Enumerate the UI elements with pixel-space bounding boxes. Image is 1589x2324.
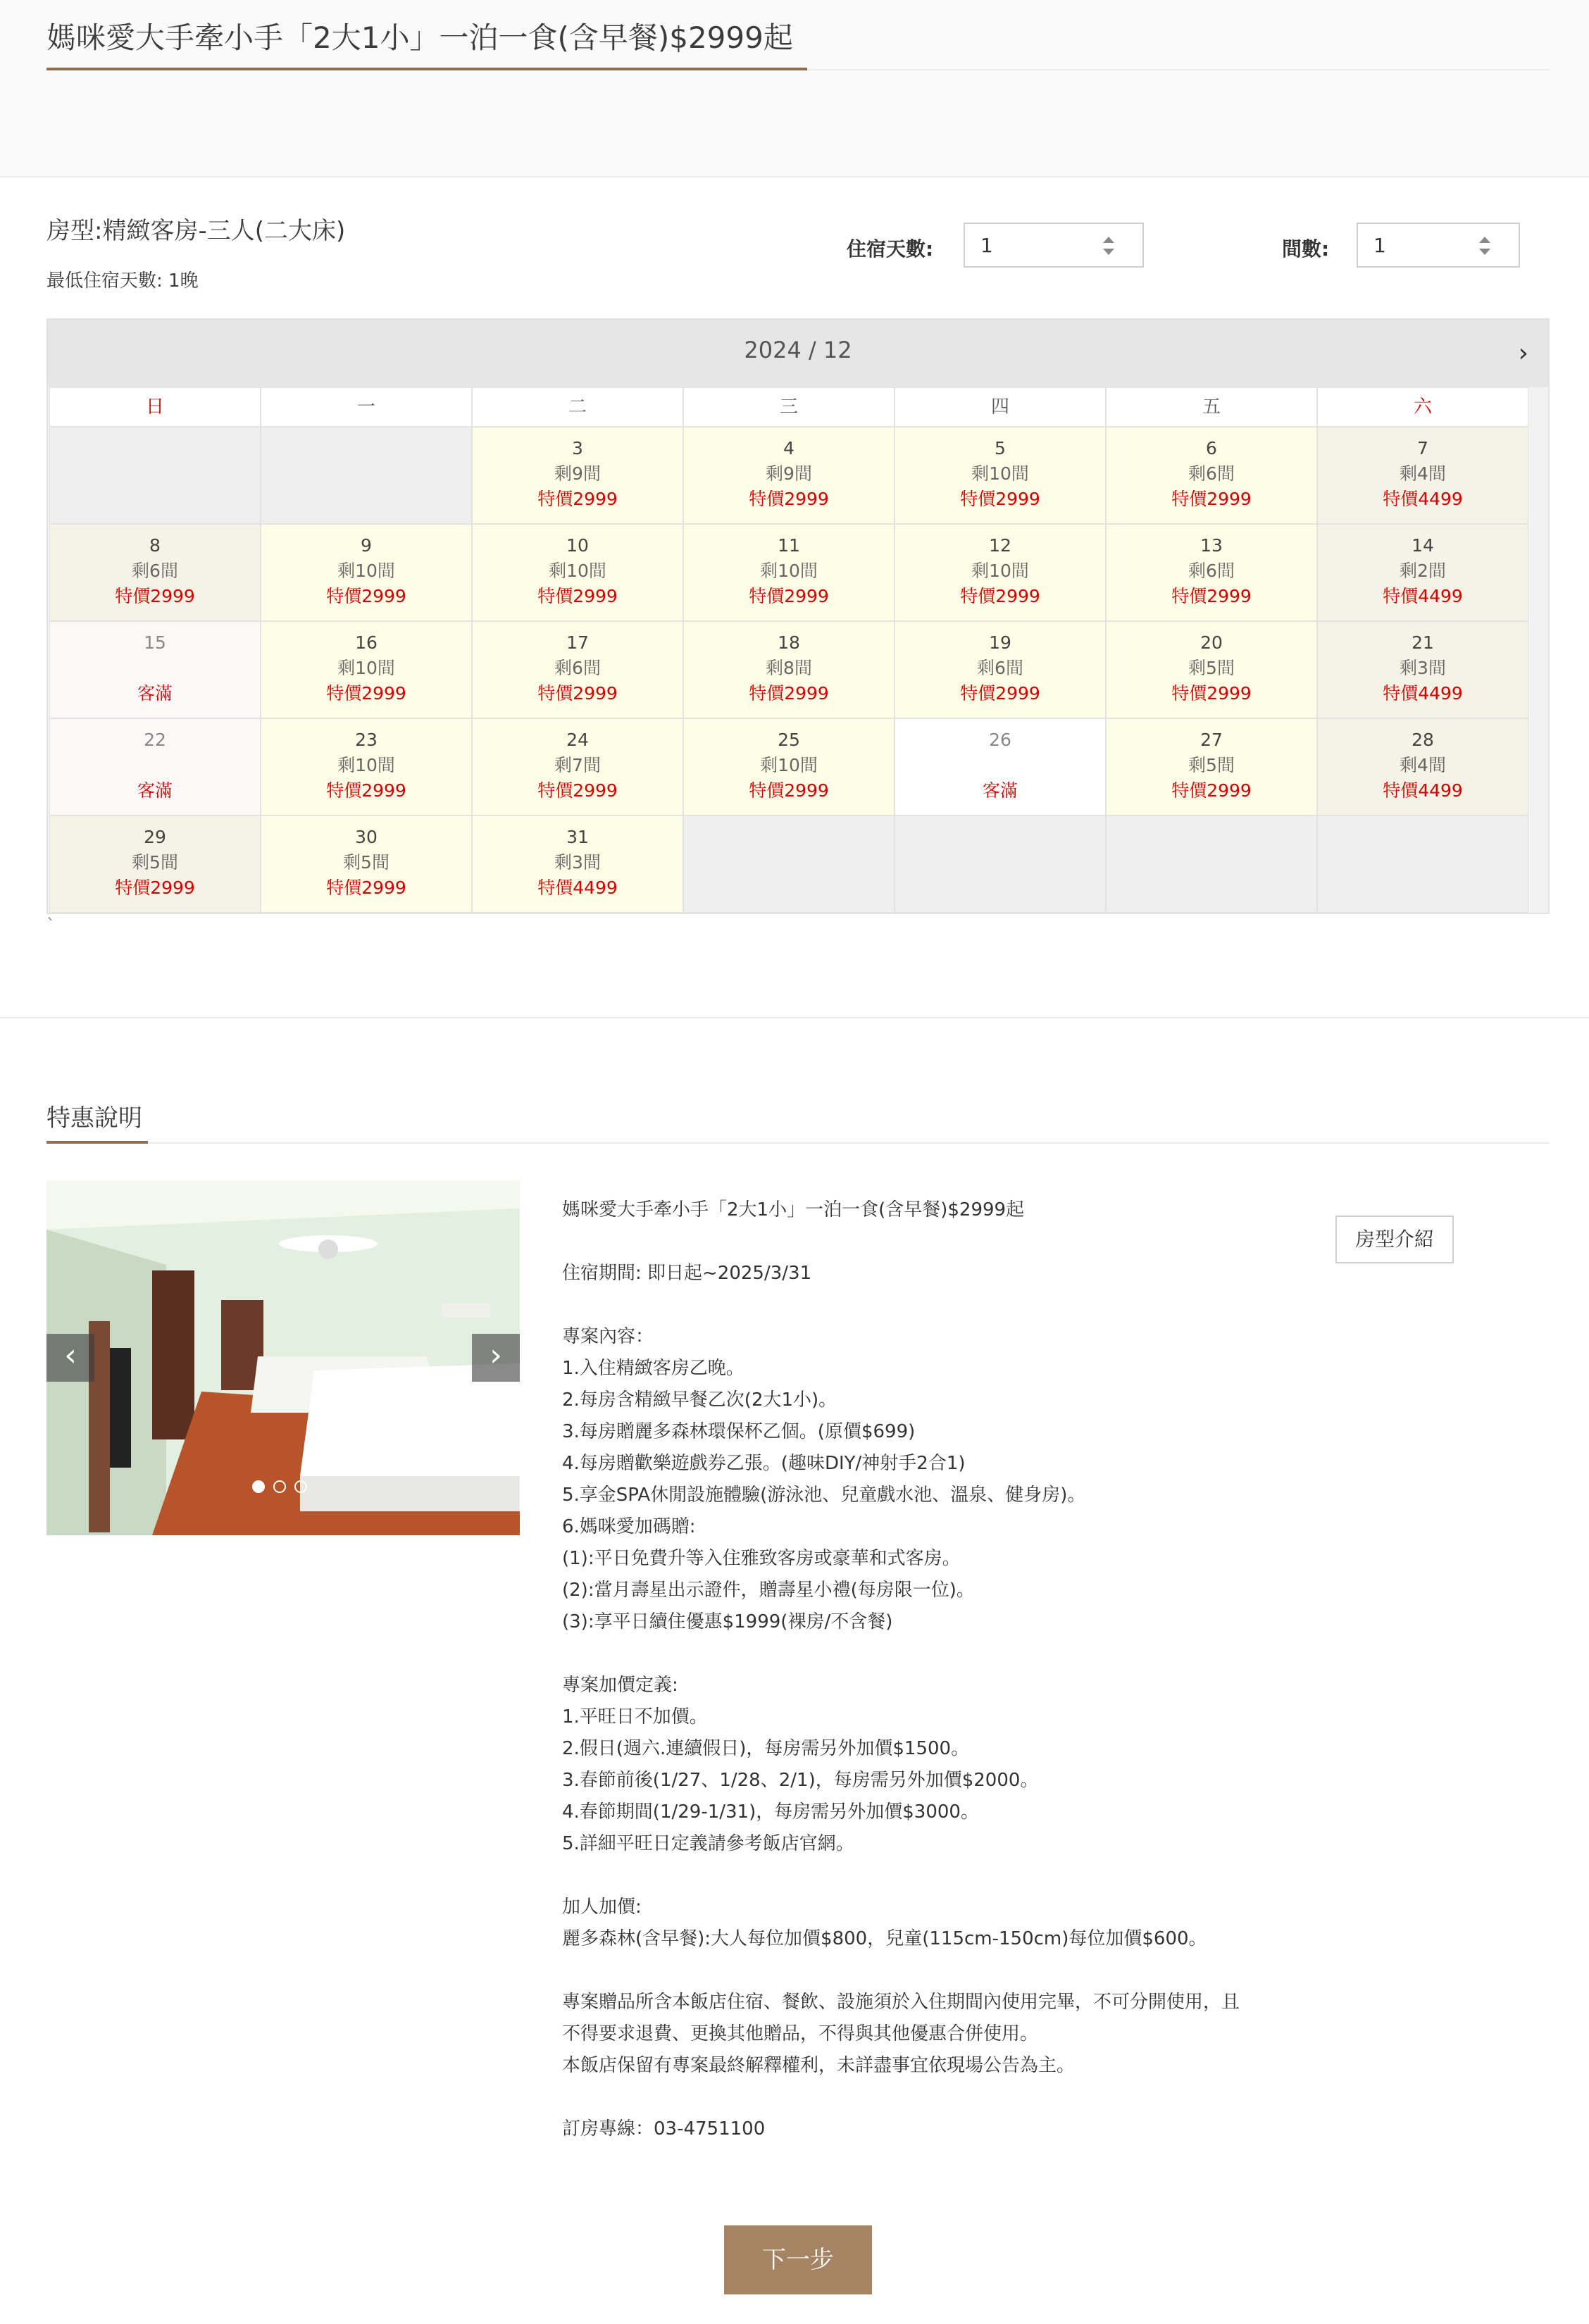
room-type-label: 房型:精緻客房-三人(二大床) xyxy=(46,217,346,245)
calendar-day-cell[interactable] xyxy=(1106,427,1317,524)
day-number: 10 xyxy=(566,535,589,556)
calendar-day-cell[interactable] xyxy=(261,718,472,816)
rooms-left: 剩7間 xyxy=(554,755,601,775)
rooms-left: 剩5間 xyxy=(1188,658,1235,678)
day-number: 24 xyxy=(566,730,589,750)
day-number: 28 xyxy=(1412,730,1434,750)
min-stay-label: 最低住宿天數: 1晚 xyxy=(46,270,199,292)
promo-heading: 特惠說明 xyxy=(46,1104,142,1132)
calendar-day-cell[interactable] xyxy=(49,524,261,621)
day-number: 20 xyxy=(1200,632,1223,653)
calendar-day-cell[interactable] xyxy=(472,816,683,913)
room-intro-button[interactable]: 房型介紹 xyxy=(1335,1216,1454,1263)
special-price: 特價4499 xyxy=(1383,489,1463,509)
rooms-left: 剩8間 xyxy=(766,658,812,678)
weekday-header: 三 xyxy=(683,387,895,427)
title-rule xyxy=(807,69,1550,70)
special-price: 特價2999 xyxy=(115,586,195,606)
special-price: 特價2999 xyxy=(326,586,406,606)
special-price: 特價2999 xyxy=(537,586,618,606)
weekday-header: 五 xyxy=(1106,387,1317,427)
day-number: 7 xyxy=(1417,438,1428,458)
rooms-left: 剩5間 xyxy=(343,852,390,873)
day-number: 29 xyxy=(144,827,166,847)
rooms-left: 剩10間 xyxy=(337,658,395,678)
day-number: 26 xyxy=(989,730,1011,750)
calendar-empty-cell xyxy=(49,427,261,524)
calendar-day-cell[interactable] xyxy=(683,718,895,816)
special-price: 特價2999 xyxy=(960,683,1040,704)
rooms-left: 剩10間 xyxy=(760,561,818,581)
calendar-day-cell[interactable] xyxy=(472,427,683,524)
day-number: 27 xyxy=(1200,730,1223,750)
next-step-button[interactable]: 下一步 xyxy=(724,2225,872,2294)
sold-out-label: 客滿 xyxy=(137,780,173,801)
special-price: 特價2999 xyxy=(749,586,829,606)
promo-underline xyxy=(46,1141,148,1144)
day-number: 13 xyxy=(1200,535,1223,556)
calendar-day-cell[interactable] xyxy=(1317,718,1528,816)
rooms-left xyxy=(895,753,1105,778)
calendar-day-cell[interactable] xyxy=(683,427,895,524)
page-title: 媽咪愛大手牽小手「2大1小」一泊一食(含早餐)$2999起 xyxy=(46,20,793,55)
day-number: 18 xyxy=(778,632,800,653)
rooms-left: 剩6間 xyxy=(132,561,178,581)
day-number: 23 xyxy=(355,730,378,750)
rooms-value: 1 xyxy=(1373,234,1386,257)
calendar-day-cell[interactable] xyxy=(261,524,472,621)
calendar-empty-cell xyxy=(1317,816,1528,913)
carousel-dot-2[interactable] xyxy=(273,1480,286,1493)
special-price: 特價2999 xyxy=(1171,586,1252,606)
section-divider xyxy=(0,1017,1589,1018)
weekday-header: 一 xyxy=(261,387,472,427)
day-number: 4 xyxy=(783,438,794,458)
special-price: 特價2999 xyxy=(749,780,829,801)
weekday-header: 二 xyxy=(472,387,683,427)
rooms-left: 剩10間 xyxy=(760,755,818,775)
calendar-day-cell[interactable] xyxy=(895,524,1106,621)
day-number: 14 xyxy=(1412,535,1434,556)
calendar-day-cell[interactable] xyxy=(1106,621,1317,718)
stay-days-value: 1 xyxy=(980,234,993,257)
stepper-arrows-icon[interactable] xyxy=(1479,237,1490,255)
rooms-label: 間數: xyxy=(1282,237,1330,261)
day-number: 15 xyxy=(144,632,166,653)
day-number: 22 xyxy=(144,730,166,750)
special-price: 特價2999 xyxy=(960,586,1040,606)
special-price: 特價2999 xyxy=(326,780,406,801)
rooms-left: 剩10間 xyxy=(337,561,395,581)
rooms-left xyxy=(50,656,260,681)
calendar-grid xyxy=(49,387,1528,913)
rooms-left: 剩9間 xyxy=(554,463,601,484)
rooms-left: 剩2間 xyxy=(1400,561,1446,581)
calendar-header xyxy=(48,320,1548,387)
rooms-left: 剩6間 xyxy=(554,658,601,678)
day-number: 12 xyxy=(989,535,1011,556)
day-number: 19 xyxy=(989,632,1011,653)
day-number: 5 xyxy=(995,438,1006,458)
calendar-empty-cell xyxy=(261,427,472,524)
next-month-chevron-icon[interactable]: › xyxy=(1518,339,1528,368)
rooms-left: 剩10間 xyxy=(549,561,606,581)
day-number: 6 xyxy=(1206,438,1217,458)
stepper-arrows-icon[interactable] xyxy=(1103,237,1114,255)
calendar-empty-cell xyxy=(1106,816,1317,913)
special-price: 特價2999 xyxy=(749,683,829,704)
calendar-day-cell[interactable] xyxy=(1317,524,1528,621)
title-underline xyxy=(46,68,807,70)
rooms-left: 剩6間 xyxy=(1188,463,1235,484)
day-number: 31 xyxy=(566,827,589,847)
stay-days-label: 住宿天數: xyxy=(847,237,934,261)
calendar-day-cell[interactable] xyxy=(895,718,1106,816)
special-price: 特價2999 xyxy=(537,683,618,704)
rooms-left: 剩4間 xyxy=(1400,755,1446,775)
special-price: 特價2999 xyxy=(326,683,406,704)
special-price: 特價2999 xyxy=(1171,780,1252,801)
rooms-left: 剩10間 xyxy=(337,755,395,775)
calendar-day-cell[interactable] xyxy=(49,718,261,816)
availability-calendar xyxy=(46,318,1550,914)
weekday-header: 日 xyxy=(49,387,261,427)
calendar-day-cell[interactable] xyxy=(49,621,261,718)
calendar-empty-cell xyxy=(683,816,895,913)
rooms-stepper[interactable] xyxy=(1357,223,1520,268)
calendar-day-cell[interactable] xyxy=(1106,718,1317,816)
day-number: 21 xyxy=(1412,632,1434,653)
day-number: 9 xyxy=(361,535,372,556)
promo-description: 媽咪愛大手牽小手「2大1小」一泊一食(含早餐)$2999起 住宿期間: 即日起~2025/3/31 專案內容： 1.入住精緻客房乙晚。 2.每房含精緻早餐乙次(2大1小)。 3.每房贈麗多森林環保杯乙個。(原價$699) 4.每房贈歡樂遊戲券乙張。(趣味DIY/神射手2合1) 5.享金SPA休閒設施體驗(游泳池、兒童戲水池、溫泉、健身房)。 6.媽咪愛加碼贈: (1):平日免費升等入住雅致客房或豪華和式客房。 (2):當月壽星出示證件，贈壽星小禮(每房限一位)。 (3):享平日續住優惠$1999(裸房/不含餐) 專案加價定義: 1.平旺日不加價。 2.假日(週六.連續假日)，每房需另外加價$1500。 3.春節前後(1/27、1/28、2/1)，每房需另外加價$2000。 4.春節期間(1/29-1/31)，每房需另外加價$3000。 5.詳細平旺日定義請參考飯店官網。 加人加價: 麗多森林(含早餐):大人每位加價$800，兒童(115cm-150cm)每位加價$600。 專案贈品所含本飯店住宿、餐飲、設施須於入住期間內使用完畢，不可分開使用，且 不得要求退費、更換其他贈品，不得與其他優惠合併使用。 本飯店保留有專案最終解釋權利，未詳盡事宜依現場公告為主。 訂房專線：03-4751100 xyxy=(562,1199,1240,2139)
rooms-left: 剩4間 xyxy=(1400,463,1446,484)
carousel-next-chevron-icon[interactable]: › xyxy=(472,1334,520,1382)
calendar-month: 2024 / 12 xyxy=(744,337,852,363)
room-photo-carousel[interactable] xyxy=(46,1180,520,1535)
rooms-left: 剩10間 xyxy=(971,463,1029,484)
special-price: 特價2999 xyxy=(115,877,195,898)
special-price: 特價4499 xyxy=(1383,586,1463,606)
calendar-day-cell[interactable] xyxy=(895,427,1106,524)
promo-rule xyxy=(148,1142,1550,1144)
special-price: 特價2999 xyxy=(960,489,1040,509)
sold-out-label: 客滿 xyxy=(982,780,1018,801)
special-price: 特價4499 xyxy=(1383,780,1463,801)
carousel-prev-chevron-icon[interactable]: ‹ xyxy=(46,1334,94,1382)
weekday-header: 四 xyxy=(895,387,1106,427)
rooms-left: 剩3間 xyxy=(554,852,601,873)
calendar-day-cell[interactable] xyxy=(261,816,472,913)
calendar-day-cell[interactable] xyxy=(261,621,472,718)
day-number: 3 xyxy=(572,438,583,458)
day-number: 8 xyxy=(149,535,161,556)
rooms-left xyxy=(50,753,260,778)
special-price: 特價2999 xyxy=(537,489,618,509)
special-price: 特價4499 xyxy=(537,877,618,898)
calendar-day-cell[interactable] xyxy=(895,621,1106,718)
day-number: 25 xyxy=(778,730,800,750)
calendar-day-cell[interactable] xyxy=(683,621,895,718)
rooms-left: 剩9間 xyxy=(766,463,812,484)
stay-days-stepper[interactable] xyxy=(964,223,1144,268)
special-price: 特價2999 xyxy=(1171,683,1252,704)
calendar-day-cell[interactable] xyxy=(49,816,261,913)
rooms-left: 剩3間 xyxy=(1400,658,1446,678)
calendar-day-cell[interactable] xyxy=(1106,524,1317,621)
sold-out-label: 客滿 xyxy=(137,683,173,704)
calendar-day-cell[interactable] xyxy=(683,524,895,621)
special-price: 特價4499 xyxy=(1383,683,1463,704)
calendar-day-cell[interactable] xyxy=(472,718,683,816)
rooms-left: 剩5間 xyxy=(1188,755,1235,775)
calendar-empty-cell xyxy=(895,816,1106,913)
day-number: 17 xyxy=(566,632,589,653)
carousel-dots xyxy=(252,1480,317,1497)
day-number: 16 xyxy=(355,632,378,653)
calendar-day-cell[interactable] xyxy=(1317,427,1528,524)
carousel-dot-1[interactable] xyxy=(252,1480,265,1493)
special-price: 特價2999 xyxy=(749,489,829,509)
special-price: 特價2999 xyxy=(326,877,406,898)
calendar-day-cell[interactable] xyxy=(472,524,683,621)
special-price: 特價2999 xyxy=(1171,489,1252,509)
calendar-day-cell[interactable] xyxy=(472,621,683,718)
rooms-left: 剩10間 xyxy=(971,561,1029,581)
rooms-left: 剩6間 xyxy=(977,658,1023,678)
stray-backtick: ` xyxy=(46,916,55,935)
special-price: 特價2999 xyxy=(537,780,618,801)
calendar-day-cell[interactable] xyxy=(1317,621,1528,718)
rooms-left: 剩5間 xyxy=(132,852,178,873)
day-number: 30 xyxy=(355,827,378,847)
rooms-left: 剩6間 xyxy=(1188,561,1235,581)
day-number: 11 xyxy=(778,535,800,556)
weekday-header: 六 xyxy=(1317,387,1528,427)
carousel-dot-3[interactable] xyxy=(294,1480,307,1493)
